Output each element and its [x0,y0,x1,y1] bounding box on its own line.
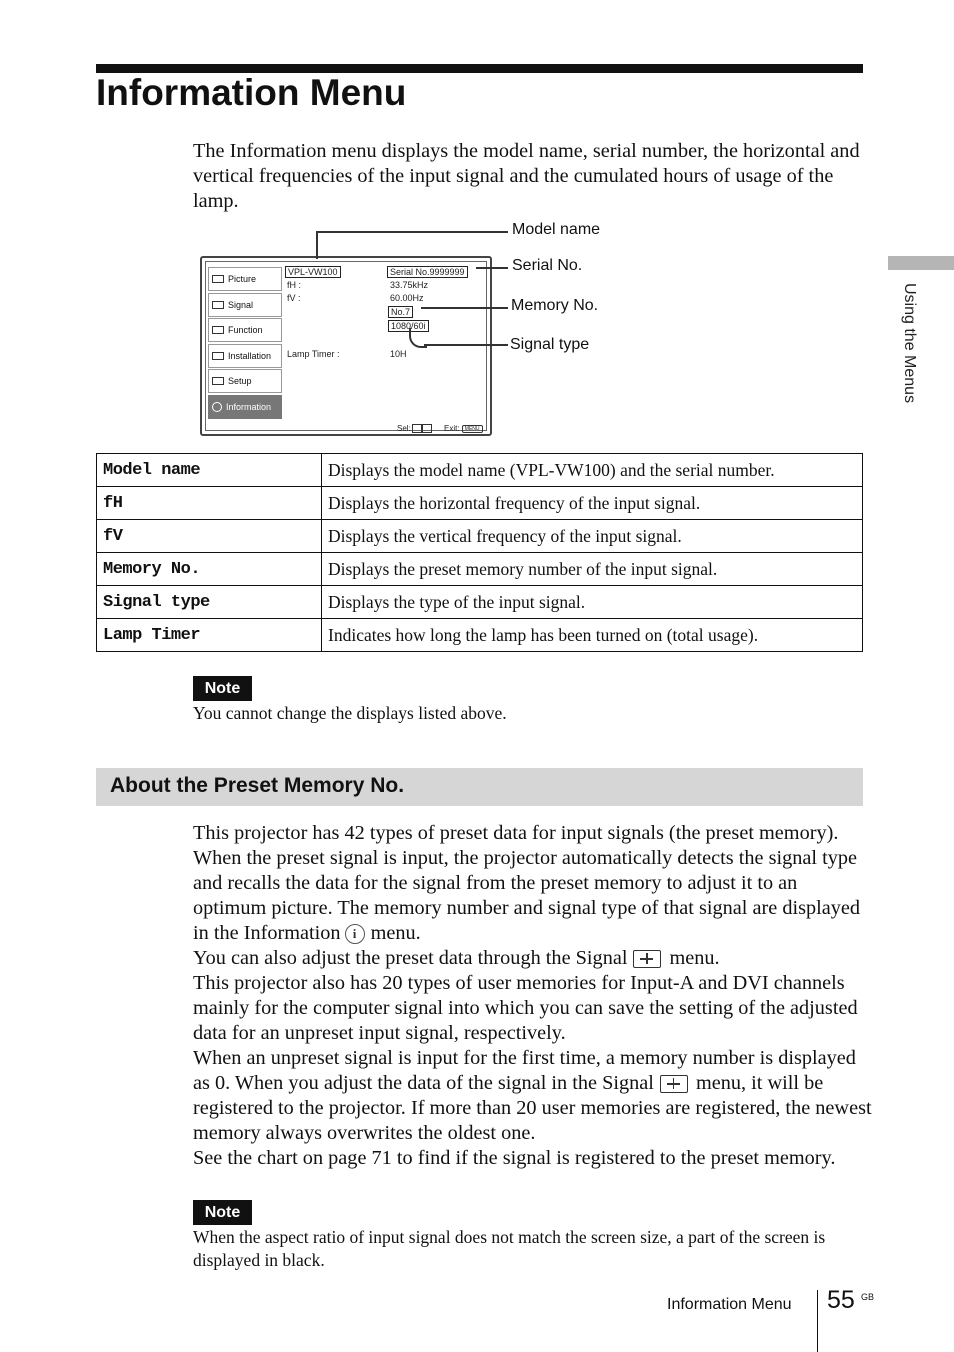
osd-fh-label: fH : [287,280,302,290]
note-text: You cannot change the displays listed above. [193,703,507,723]
menu-item-function: Function [208,318,282,342]
menu-key-icon: MENU [462,425,483,433]
table-row [97,553,863,586]
menu-item-information: Information [208,395,282,419]
osd-model-value: VPL-VW100 [285,266,341,278]
table-term: fH [97,487,322,520]
note-text: When the aspect ratio of input signal does not match the screen size, a part of the screen is displayed in black. [193,1227,826,1270]
callout-memory-no: Memory No. [511,297,599,314]
down-arrow-icon [422,424,432,433]
osd-lamp-value: 10H [390,349,407,359]
table-desc: Displays the horizontal frequency of the input signal. [322,487,863,520]
table-term: Memory No. [97,553,322,586]
paragraph: This projector has 42 types of preset data for input signals (the preset memory). When the preset signal is input, the projector automatically detects the signal type and recalls the data for the signal from the preset memory to adjust it to an optimum picture. The memory number and signal type of that signal are displayed in the Information i menu. [193,822,861,944]
side-tab-label: Using the Menus [901,283,918,404]
callout-line-serial [476,267,508,269]
function-icon [212,326,224,334]
osd-fh-value: 33.75kHz [390,280,429,290]
callout-line-signal [424,344,508,346]
callout-serial-no: Serial No. [512,257,583,274]
section-title: About the Preset Memory No. [110,774,405,797]
paragraph: See the chart on page 71 to find if the signal is registered to the preset memory. [193,1147,836,1169]
osd-exit-hint: Exit: MENU [444,424,483,433]
page-title: Information Menu [96,72,407,113]
information-items-table [96,453,863,652]
page-region-suffix: GB [861,1292,875,1302]
osd-fv-value: 60.00Hz [390,293,424,303]
callout-signal-type: Signal type [510,336,590,353]
note-badge: Note [193,1200,252,1225]
table-row [97,520,863,553]
table-term: Lamp Timer [97,619,322,652]
table-desc: Indicates how long the lamp has been turned on (total usage). [322,619,863,652]
menu-item-setup: Setup [208,369,282,393]
signal-icon [212,301,224,309]
footer-divider [817,1290,818,1352]
osd-lamp-label: Lamp Timer : [287,349,340,359]
table-term: Model name [97,454,322,487]
information-menu-screen [200,256,492,436]
osd-sel-hint: Sel: [397,424,432,433]
table-term: fV [97,520,322,553]
signal-icon [633,950,661,968]
callout-line-memory [421,307,508,309]
paragraph: You can also adjust the preset data through the Signal menu. [193,947,720,969]
menu-item-signal: Signal [208,293,282,317]
callout-line-model-h [316,231,508,233]
installation-icon [212,352,224,360]
intro-paragraph: The Information menu displays the model name, serial number, the horizontal and vertical frequencies of the input signal and the cumulated hours of usage of the lamp. [193,140,860,212]
section-body [193,821,873,1171]
table-desc: Displays the model name (VPL-VW100) and the serial number. [322,454,863,487]
osd-serial-value: Serial No.9999999 [387,266,468,278]
information-icon [212,402,222,412]
table-term: Signal type [97,586,322,619]
table-desc: Displays the preset memory number of the input signal. [322,553,863,586]
table-row [97,487,863,520]
table-row [97,454,863,487]
osd-fv-label: fV : [287,293,301,303]
section-header [96,768,863,806]
up-arrow-icon [412,424,422,433]
footer-label: Information Menu [667,1296,792,1313]
osd-signal-value: 1080/60i [388,320,429,332]
menu-item-picture: Picture [208,267,282,291]
setup-icon [212,377,224,385]
table-desc: Displays the type of the input signal. [322,586,863,619]
table-row [97,586,863,619]
page-number: 55 [827,1286,855,1314]
note-badge: Note [193,676,252,701]
menu-item-installation: Installation [208,344,282,368]
paragraph: When an unpreset signal is input for the first time, a memory number is displayed as 0. When you adjust the data of the signal in the Signal menu, it will be registered to the projector. If more than 20 user memories are registered, the newest memory always overwrites the oldest one. [193,1047,872,1144]
osd-memory-value: No.7 [388,306,413,318]
picture-icon [212,275,224,283]
side-tab-marker [888,256,954,270]
callout-line-model [316,231,318,259]
signal-icon [660,1075,688,1093]
paragraph: This projector also has 20 types of user memories for Input-A and DVI channels mainly for the computer signal into which you can save the setting of the adjusted data for an unpreset input signal, respectively. [193,972,858,1044]
callout-model-name: Model name [512,221,601,238]
table-row [97,619,863,652]
information-icon: i [345,924,365,944]
table-desc: Displays the vertical frequency of the input signal. [322,520,863,553]
